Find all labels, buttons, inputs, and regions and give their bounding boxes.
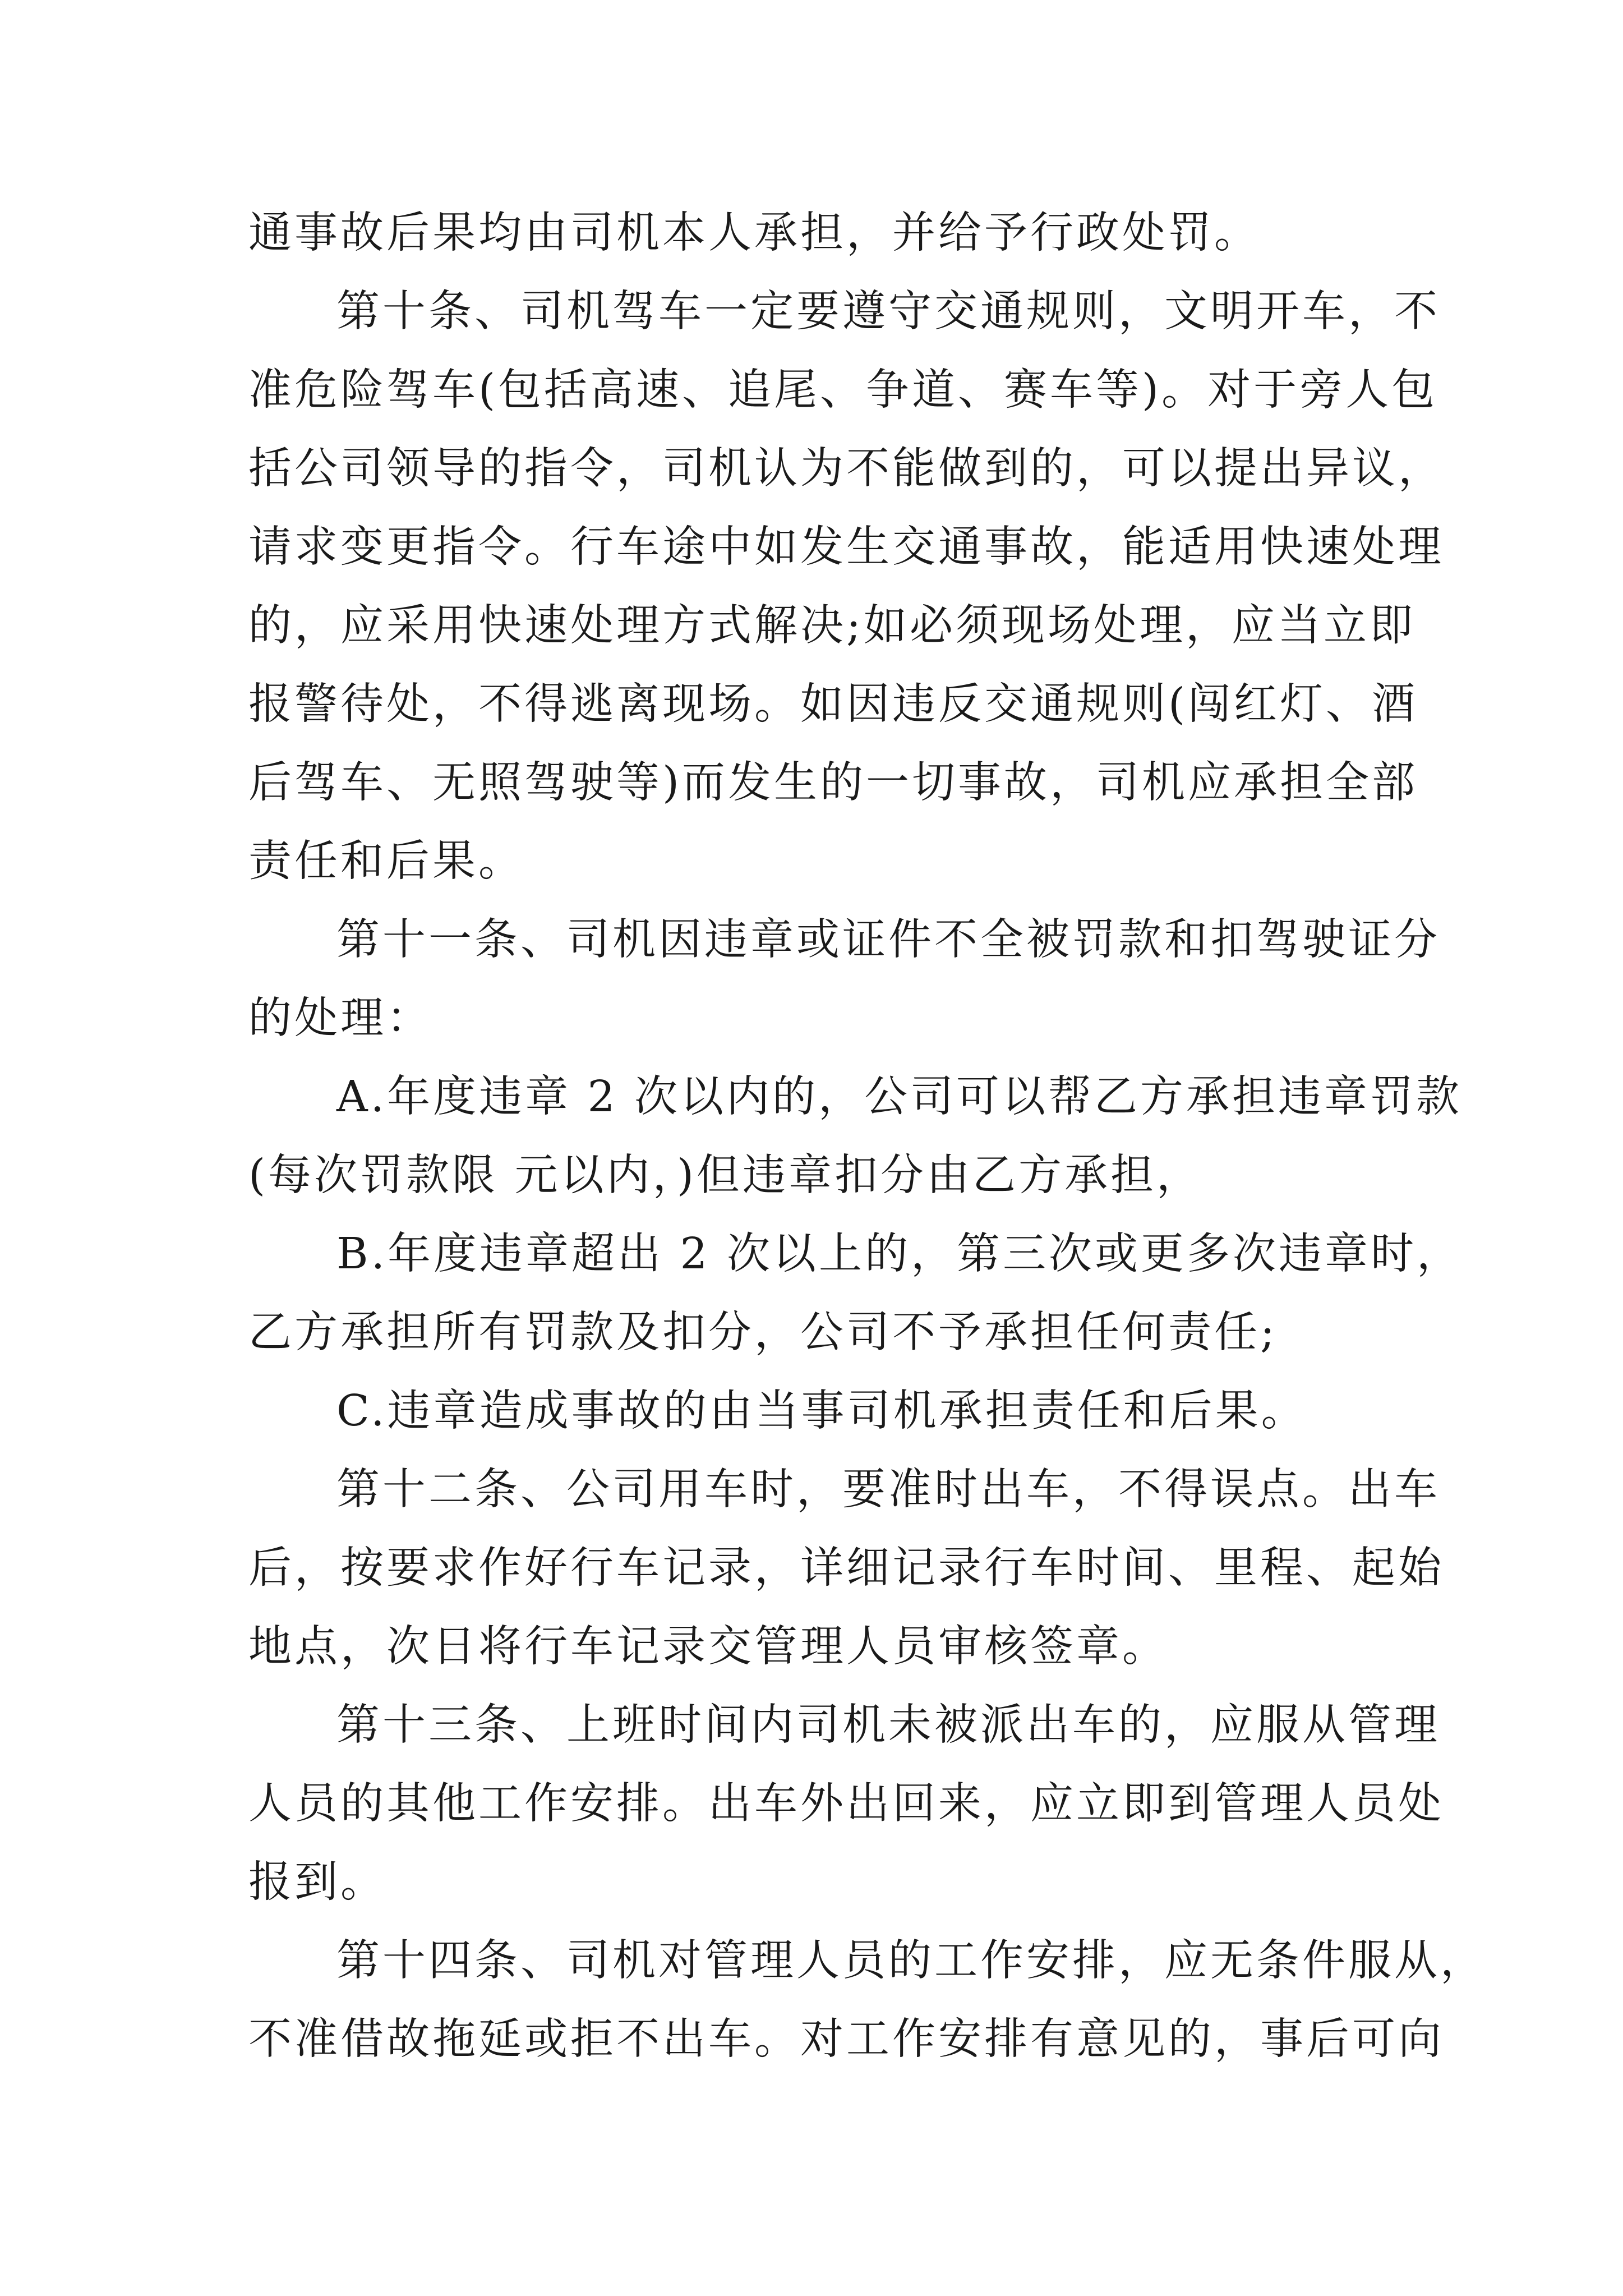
text-line: 第十三条、上班时间内司机未被派出车的，应服从管理: [336, 1700, 1440, 1750]
text-line: 不准借故拖延或拒不出车。对工作安排有意见的，事后可向: [248, 2014, 1444, 2064]
text-line: 准危险驾车(包括高速、追尾、争道、赛车等)。对于旁人包: [248, 365, 1438, 415]
text-line: 报警待处，不得逃离现场。如因违反交通规则(闯红灯、酒: [248, 679, 1418, 729]
text-line: 责任和后果。: [248, 836, 524, 886]
text-line: 第十二条、公司用车时，要准时出车，不得误点。出车: [336, 1465, 1440, 1515]
text-line: 后驾车、无照驾驶等)而发生的一切事故，司机应承担全部: [248, 758, 1418, 808]
text-line: (每次罚款限 元以内，)但违章扣分由乙方承担，: [248, 1151, 1203, 1200]
text-line: 第十条、司机驾车一定要遵守交通规则，文明开车，不: [336, 287, 1440, 337]
text-line: 通事故后果均由司机本人承担，并给予行政处罚。: [248, 208, 1260, 258]
text-line: 人员的其他工作安排。出车外出回来，应立即到管理人员处: [248, 1779, 1444, 1829]
text-line: 地点，次日将行车记录交管理人员审核签章。: [248, 1622, 1168, 1672]
text-line: 乙方承担所有罚款及扣分，公司不予承担任何责任;: [248, 1308, 1278, 1358]
document-body: [248, 194, 1486, 2079]
text-line: C.违章造成事故的由当事司机承担责任和后果。: [336, 1386, 1307, 1436]
text-line: 请求变更指令。行车途中如发生交通事故，能适用快速处理: [248, 522, 1444, 572]
text-line: 后，按要求作好行车记录，详细记录行车时间、里程、起始: [248, 1543, 1444, 1593]
text-line: B.年度违章超出 2 次以上的，第三次或更多次违章时，: [336, 1229, 1463, 1279]
text-line: 报到。: [248, 1857, 386, 1907]
text-line: 第十四条、司机对管理人员的工作安排，应无条件服从，: [336, 1936, 1486, 1986]
text-line: A.年度违章 2 次以内的，公司可以帮乙方承担违章罚款: [336, 1072, 1463, 1122]
text-line: 第十一条、司机因违章或证件不全被罚款和扣驾驶证分: [336, 915, 1440, 965]
text-line: 括公司领导的指令，司机认为不能做到的，可以提出异议，: [248, 444, 1444, 494]
text-line: 的，应采用快速处理方式解决;如必须现场处理，应当立即: [248, 601, 1415, 651]
text-line: 的处理：: [248, 993, 432, 1043]
